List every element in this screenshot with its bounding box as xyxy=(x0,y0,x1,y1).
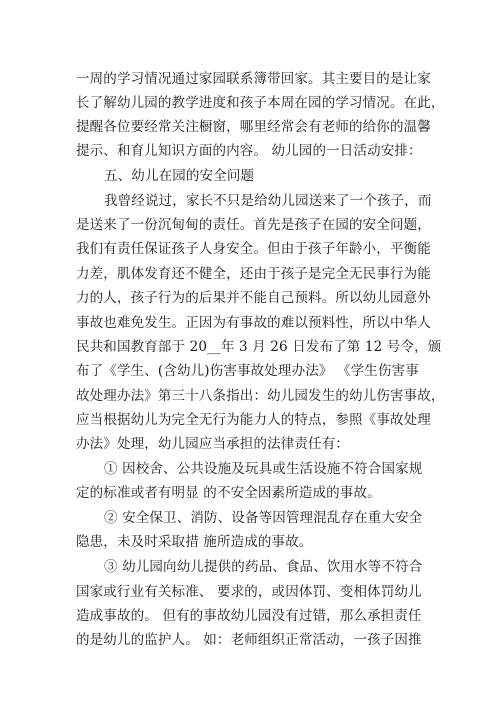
list-item-3-line-1: ③ 幼儿园向幼儿提供的药品、食品、饮用水等不符合 xyxy=(104,559,423,575)
list-item-1-line-1: ① 因校舍、公共设施及玩具或生活设施不符合国家规 xyxy=(104,461,423,477)
text-line-12: 民共和国教育部于 20__年 3 月 26 日发布了第 12 号令，颁 xyxy=(76,339,442,355)
list-item-2-line-2: 隐患，未及时采取措 施所造成的事故。 xyxy=(76,534,313,550)
text-line-4: 提示、和育儿知识方面的内容。 幼儿园的一日活动安排： xyxy=(76,143,422,159)
list-item-3-line-2: 国家或行业有关标准、 要求的，或因体罚、变相体罚幼儿 xyxy=(76,584,422,600)
text-line-3: 提醒各位要经常关注橱窗，哪里经常会有老师的给你的温馨 xyxy=(76,119,431,135)
list-item-1-line-2: 定的标准或者有明显 的不安全因素所造成的事故。 xyxy=(76,485,381,501)
text-line-2: 长了解幼儿园的教学进度和孩子本周在园的学习情况。在此， xyxy=(76,95,445,111)
text-line-7: 是送来了一份沉甸甸的责任。首先是孩子在园的安全问题， xyxy=(76,217,431,233)
text-line-6: 我曾经说过，家长不只是给幼儿园送来了一个孩子，而 xyxy=(104,193,432,209)
text-line-10: 力的人，孩子行为的后果并不能自己预料。所以幼儿园意外 xyxy=(76,290,431,306)
text-line-16: 办法》处理，幼儿园应当承担的法律责任有： xyxy=(76,436,349,452)
text-line-8: 我们有责任保证孩子人身安全。但由于孩子年龄小，平衡能 xyxy=(76,241,431,257)
list-item-3-line-4: 的是幼儿的监护人。 如：老师组织正常活动，一孩子因推 xyxy=(76,632,422,648)
text-line-13: 布了《学生、(含幼儿)伤害事故处理办法》 《学生伤害事 xyxy=(76,363,419,379)
text-line-15: 应当根据幼儿为完全无行为能力人的特点，参照《事故处理 xyxy=(76,412,431,428)
list-item-2-line-1: ② 安全保卫、消防、设备等因管理混乱存在重大安全 xyxy=(104,510,423,526)
section-heading: 五、幼儿在园的安全问题 xyxy=(104,168,255,184)
text-line-9: 力差，肌体发育还不健全，还由于孩子是完全无民事行为能 xyxy=(76,266,431,282)
text-line-11: 事故也难免发生。正因为有事故的难以预料性，所以中华人 xyxy=(76,315,431,331)
list-item-3-line-3: 造成事故的。 但有的事故幼儿园没有过错，那么承担责任 xyxy=(76,608,422,624)
text-line-14: 故处理办法》第三十八条指出：幼儿园发生的幼儿伤害事故， xyxy=(76,388,445,404)
text-line-1: 一周的学习情况通过家园联系簿带回家。其主要目的是让家 xyxy=(76,71,431,87)
